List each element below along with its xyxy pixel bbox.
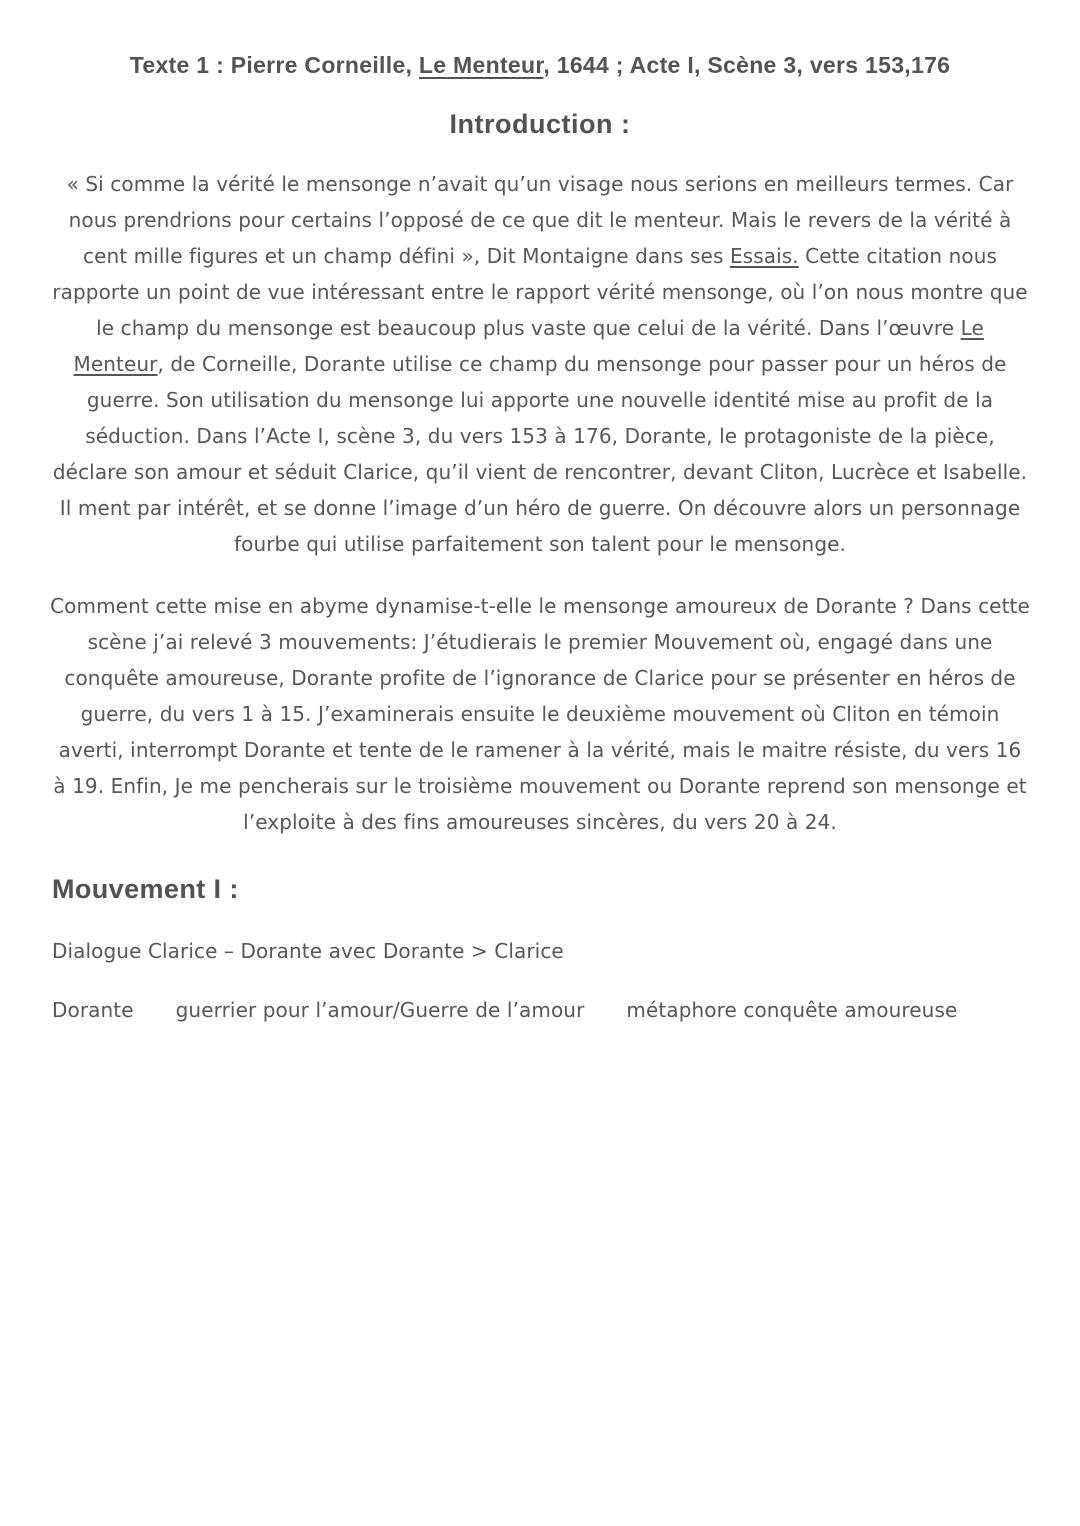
intro-paragraph-part3: , de Corneille, Dorante utilise ce champ du mensonge pour passer pour un héros de guerre. Son utilisation du mensonge lui apporte une nouvelle identité mise au profit de la séduction. Dans l’Acte I, scène 3, du vers 153 à 176, Dorante, le protagoniste de la pièce, déclare son amour et séduit Clarice, qu’il vient de rencontrer, devant Cliton, Lucrèce et Isabelle. Il ment par intérêt, et se donne l’image d’un héro de guerre. On découvre alors un personnage fourbe qui utilise parfaitement son talent pour le mensonge.: [52, 352, 1028, 556]
document-title-suffix: , 1644 ; Acte I, Scène 3, vers 153,176: [543, 52, 951, 78]
analysis-theme: guerrier pour l’amour/Guerre de l’amour: [175, 998, 585, 1022]
analysis-speaker: Dorante: [52, 998, 134, 1022]
analysis-line: [52, 993, 1030, 1027]
work-title-underlined: Le Menteur: [418, 52, 544, 78]
document-title: [50, 52, 1030, 79]
dialogue-line: Dialogue Clarice – Dorante avec Dorante > Clarice: [52, 939, 564, 963]
essais-underlined: Essais.: [729, 244, 799, 268]
intro-paragraph-part1: « Si comme la vérité le mensonge n’avait qu’un visage nous serions en meilleurs termes. Car nous prendrions pour certains l’opposé de ce que dit le menteur. Mais le revers de la vérité à cent mille figures et un champ défini », Dit Montaigne dans ses: [66, 172, 1014, 268]
analysis-device: métaphore conquête amoureuse: [626, 998, 958, 1022]
intro-paragraph: [50, 166, 1030, 562]
intro-heading: Introduction :: [449, 109, 631, 139]
mouvement-heading: Mouvement I :: [52, 874, 239, 904]
work-title-underlined-body: Le Menteur: [73, 316, 984, 376]
intro-paragraph-part2: Cette citation nous rapporte un point de vue intéressant entre le rapport vérité mensonge, où l’on nous montre que le champ du mensonge est beaucoup plus vaste que celui de la vérité. Dans l’œuvre: [52, 244, 1028, 340]
problematique-paragraph: Comment cette mise en abyme dynamise-t-elle le mensonge amoureux de Dorante ? Dans cette scène j’ai relevé 3 mouvements: J’étudierais le premier Mouvement où, engagé dans une conquête amoureuse, Dorante profite de l’ignorance de Clarice pour se présenter en héros de guerre, du vers 1 à 15. J’examinerais ensuite le deuxième mouvement où Cliton en témoin averti, interrompt Dorante et tente de le ramener à la vérité, mais le maitre résiste, du vers 16 à 19. Enfin, Je me pencherais sur le troisième mouvement ou Dorante reprend son mensonge et l’exploite à des fins amoureuses sincères, du vers 20 à 24.: [50, 594, 1030, 834]
document-title-prefix: Texte 1 : Pierre Corneille,: [129, 52, 419, 78]
